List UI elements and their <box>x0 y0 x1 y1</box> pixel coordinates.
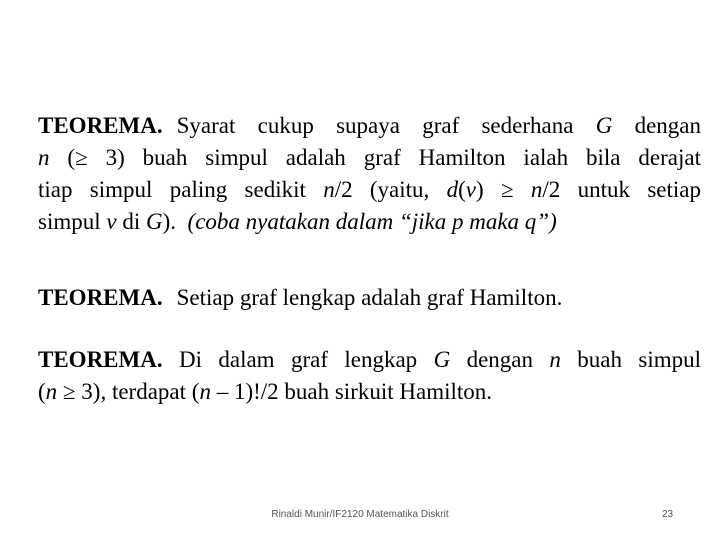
theorem3-line2: (n ≥ 3), terdapat (n – 1)!/2 buah sirkuit Hamilton. <box>38 379 493 404</box>
page-number: 23 <box>662 509 674 520</box>
theorem1-note: (coba nyatakan dalam “jika p maka q”) <box>187 209 557 234</box>
theorem1-line3: tiap simpul paling sedikit n/2 (yaitu, d(v) ≥ n/2 untuk setiap <box>38 177 701 202</box>
theorem1-line2: n (≥ 3) buah simpul adalah graf Hamilton ialah bila derajat <box>38 145 701 170</box>
theorem-hamilton-circuit-count <box>38 344 701 408</box>
theorem1-label: TEOREMA. <box>38 113 163 138</box>
theorem3-line1: TEOREMA. Di dalam graf lengkap G dengan n buah simpul <box>38 347 702 372</box>
theorem1-line1: TEOREMA. Syarat cukup supaya graf sederhana G dengan <box>38 113 701 138</box>
theorem-complete-graph-hamilton <box>38 282 701 314</box>
theorem2-text: Setiap graf lengkap adalah graf Hamilton. <box>176 285 563 310</box>
theorem1-line4: simpul v di G). (coba nyatakan dalam “jika p maka q”) <box>38 209 557 234</box>
theorem3-label: TEOREMA. <box>38 347 163 372</box>
theorem-hamilton-sufficient <box>38 110 701 238</box>
footer-text: Rinaldi Munir/IF2120 Matematika Diskrit <box>271 509 449 520</box>
theorem2-label: TEOREMA. <box>38 285 163 310</box>
